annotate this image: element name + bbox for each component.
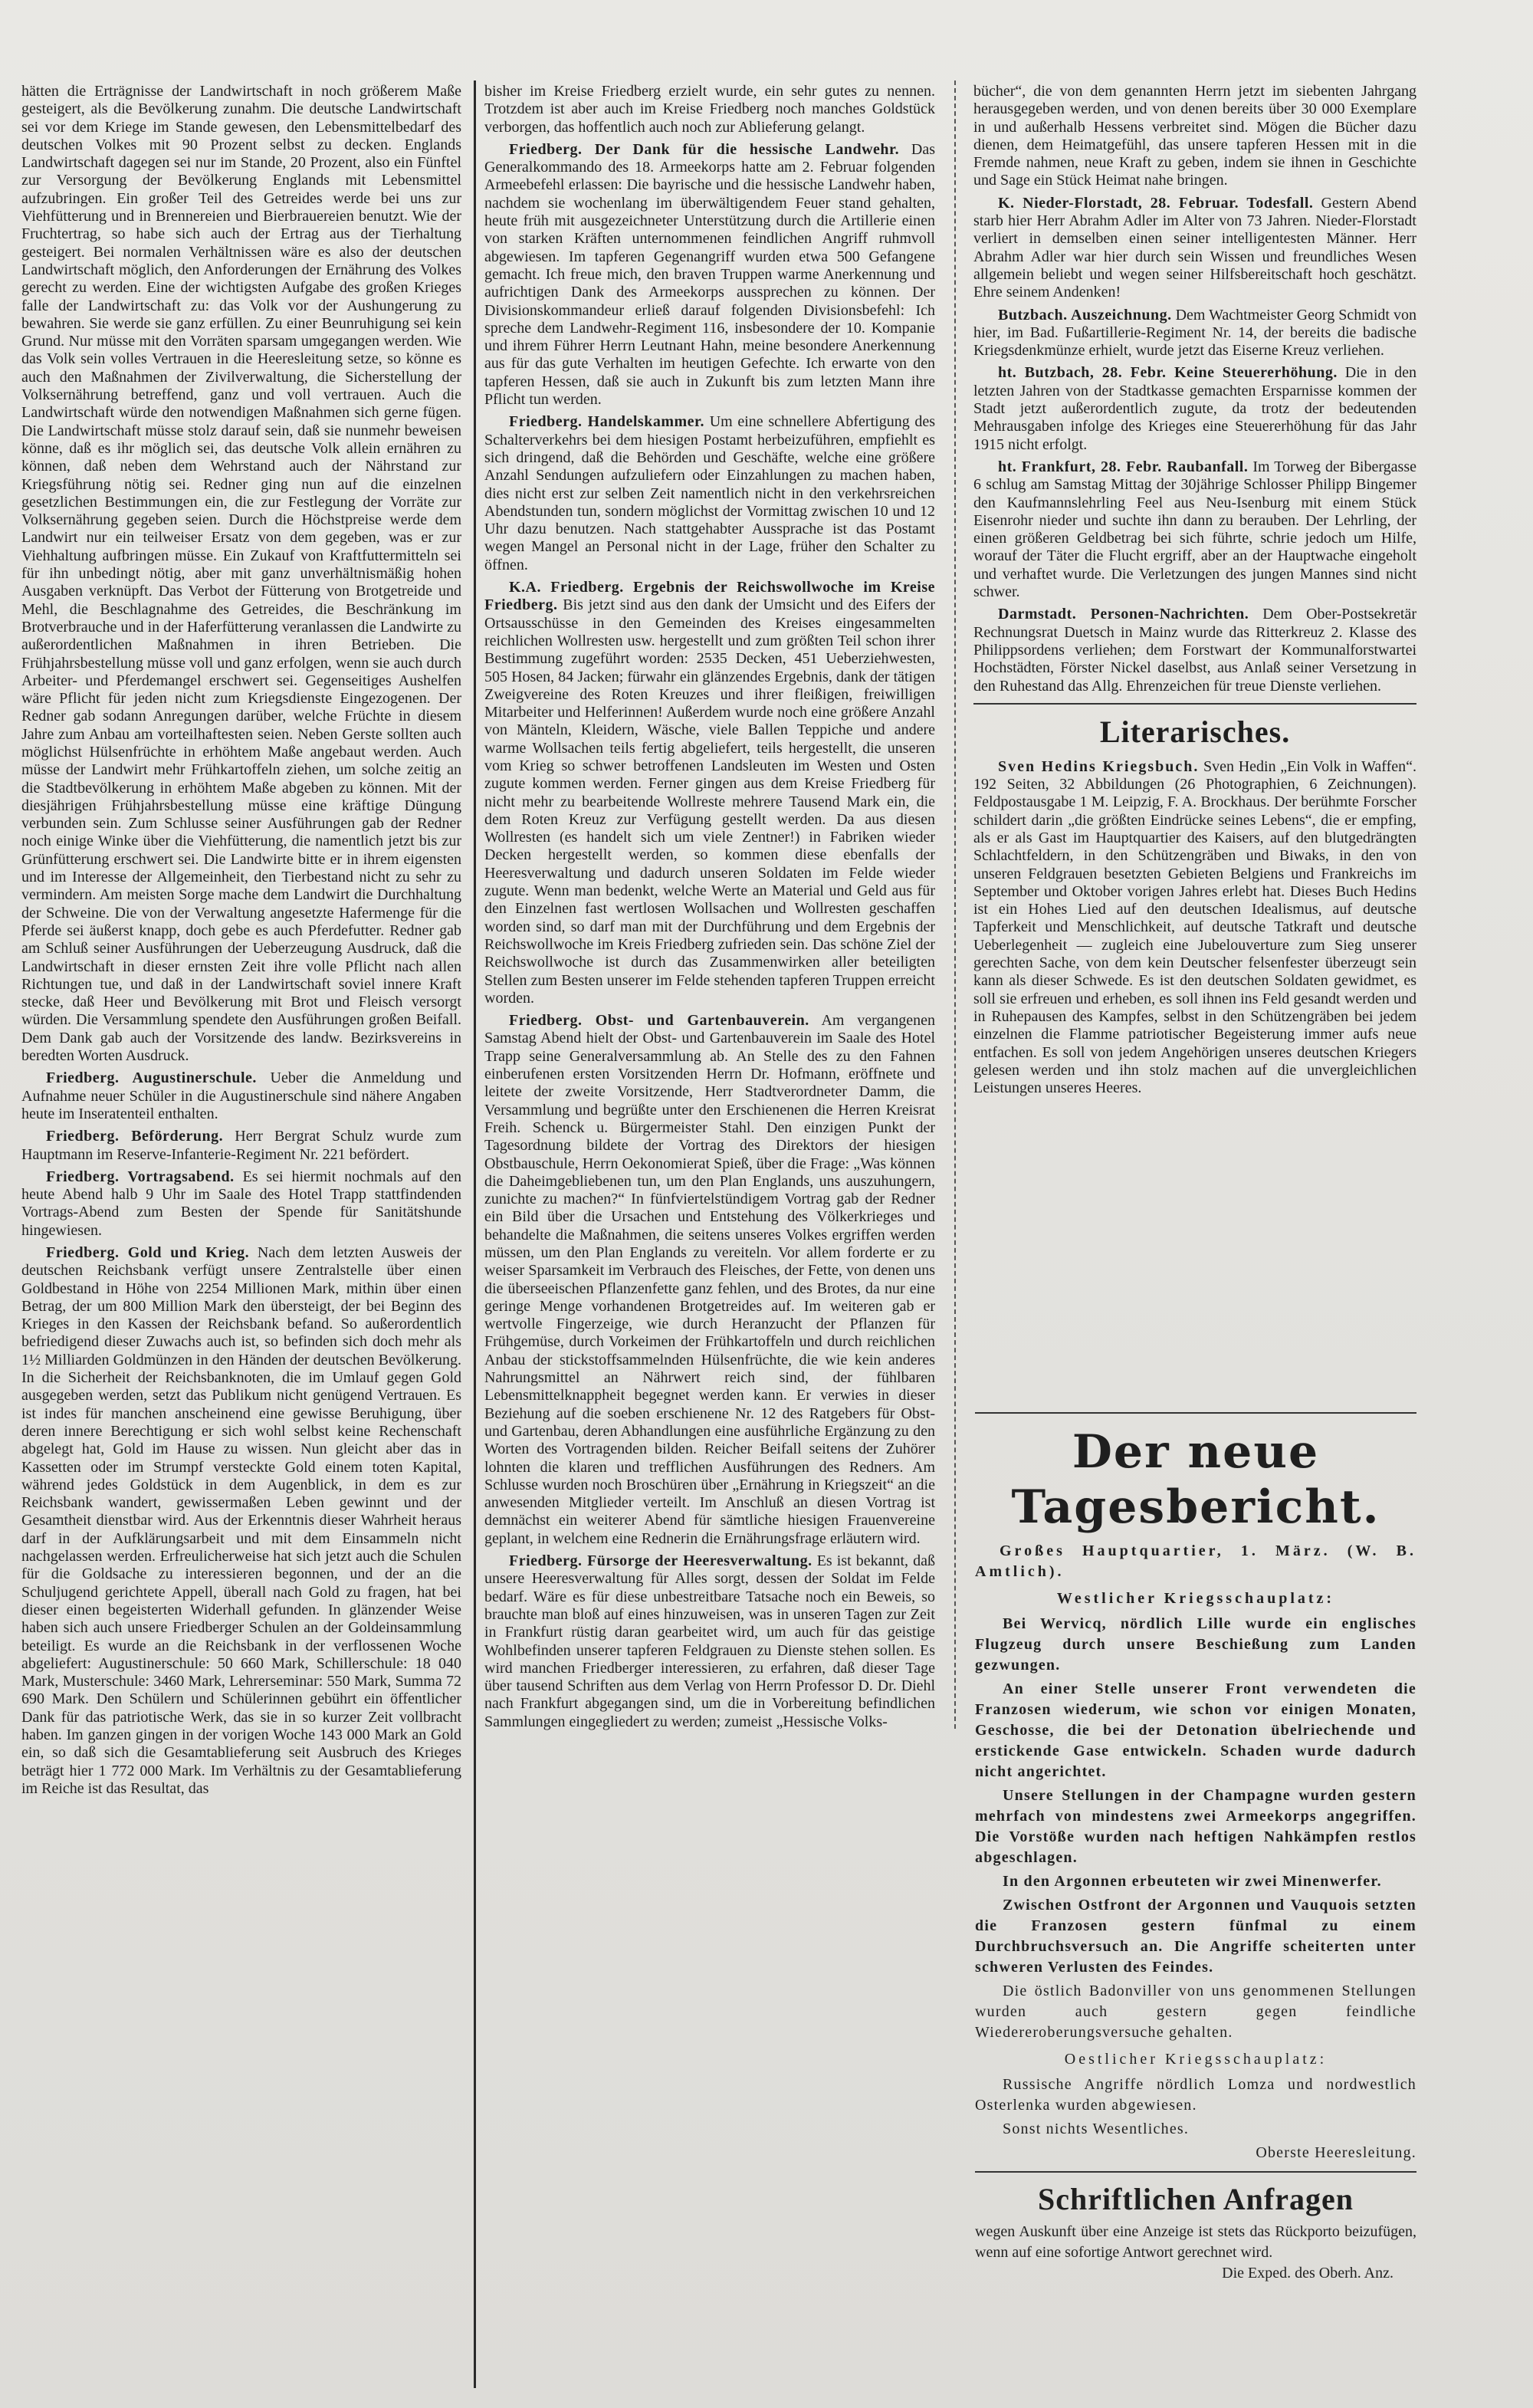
article-lead: K.A. Friedberg. Ergebnis der Reichswollwoche im Kreise Friedberg.	[484, 579, 935, 614]
article-obst-gartenbauverein	[484, 1012, 935, 1548]
anfragen-heading: Schriftlichen Anfragen	[1038, 2182, 1354, 2216]
article-fuersorge-heeresverwaltung	[484, 1552, 935, 1731]
article-body: Es ist bekannt, daß unsere Heeresverwaltung für Alles sorgt, dessen der Soldat im Felde bedarf. Wäre es für diese unbestreitbare Tatsache noch ein Beweis, so brauchte man bloß auf eines hinzuweisen, was in unseren Tagen zur Zeit in Frankfurt rüstig daran gearbeitet wird, um auch für das geistige Wohlbefinden unserer tapferen Feldgrauen zu Dienste stehen sollen. Es wird manchen Friedberger interessieren, zu erfahren, daß dieser Tage über tausend Schriften aus dem Verlag von Herrn Professor D. Dr. Diehl nach Frankfurt abgegangen sind, um die in Vorbereitung befindlichen Sammlungen eingegliedert zu werden; zumeist „Hessische Volks-	[484, 1552, 935, 1730]
report-paragraph: Russische Angriffe nördlich Lomza und nordwestlich Osterlenka wurden abgewiesen.	[975, 2076, 1416, 2114]
article-body: Im Torweg der Bibergasse 6 schlug am Samstag Mittag der 30jährige Schlosser Philipp Bingemer den Kaufmannslehrling Feel aus Neu-Isenburg mit einem Stück Eisenrohr nieder und suchte ihn dann zu berauben. Der Lehrling, der einen größeren Geldbetrag bei sich führte, schrie jedoch um Hilfe, worauf der Täter die Flucht ergriff, aber an der Hauptwache eingeholt und verhaftet wurde. Die Verletzungen des jungen Mannes sind nicht schwer.	[973, 458, 1416, 601]
column-divider	[474, 80, 476, 2388]
column-divider-dashed	[954, 80, 956, 1729]
article-lead: Friedberg. Augustinerschule.	[46, 1069, 257, 1087]
tagesbericht-dateline: Großes Hauptquartier, 1. März. (W. B. Amtlich).	[975, 1542, 1416, 1580]
article-lead: K. Nieder-Florstadt, 28. Februar. Todesfall.	[998, 194, 1314, 212]
article-body: Sven Hedin „Ein Volk in Waffen“. 192 Seiten, 32 Abbildungen (26 Photographien, 6 Zeichnungen). Feldpostausgabe 1 M. Leipzig, F. A. Brockhaus. Der berühmte Forscher schildert darin „die größten Eindrücke seines Lebens“, die er empfing, als er als Gast im Hauptquartier des Kaisers, auf den blutgedrängten Schlachtfeldern, in den Schützengräben und Biwaks, in den von unseren Feldgrauen besetzten Gebieten Belgiens und Frankreichs im September und Oktober vorigen Jahres erlebt hat. Dieses Buch Hedins ist ein Hohes Lied auf den deutschen Idealismus, auf deutsche Tapferkeit und Menschlichkeit, auf deutsche Tatkraft und deutsche Ueberlegenheit — zugleich eine Jubelouverture zum Sieg unserer gerechten Sache, von dem kein Deutscher felsenfester überzeugt sein kann als dieser Schwede. Es ist den deutschen Soldaten gewidmet, es soll sie erfreuen und erheben, es soll ihnen ins Feld gesandt werden und in Ruhepausen des Kampfes, selbst in den Schützengräben bei jedem einzelnen die Flamme patriotischer Begeisterung immer aufs neue entfachen. Es soll von jedem Angehörigen unseres deutschen Kriegers gelesen werden und ihn stolz machen auf die unvergleichlichen Leistungen unseres Heeres.	[973, 757, 1416, 1097]
anfragen-signature: Die Exped. des Oberh. Anz.	[1222, 2265, 1393, 2282]
article-lead: Friedberg. Obst- und Gartenbauverein.	[509, 1012, 809, 1030]
article-lead: Darmstadt. Personen-Nachrichten.	[998, 606, 1249, 623]
east-heading: Oestlicher Kriegsschauplatz:	[1064, 2051, 1328, 2068]
report-paragraph: Bei Wervicq, nördlich Lille wurde ein englisches Flugzeug durch unsere Beschießung zum Landen gezwungen.	[975, 1615, 1416, 1674]
article-hedin-kriegsbuch	[973, 758, 1416, 1098]
article-raubanfall	[973, 458, 1416, 601]
article-body: bisher im Kreise Friedberg erzielt wurde, ein sehr gutes zu nennen. Trotzdem ist aber auch im Kreise Friedberg noch manches Goldstück verborgen, das hoffentlich auch noch zur Ablieferung gelangt.	[484, 83, 935, 136]
literarisches-heading: Literarisches.	[1099, 714, 1291, 749]
article-todesfall	[973, 195, 1416, 302]
article-body: Herr Bergrat Schulz wurde zum Hauptmann im Reserve-Infanterie-Regiment Nr. 221 befördert.	[21, 1128, 461, 1163]
report-signature: Oberste Heeresleitung.	[1256, 2144, 1416, 2161]
anfragen-notice	[975, 2222, 1416, 2282]
article-auszeichnung	[973, 307, 1416, 360]
article-body: Die in den letzten Jahren von der Stadtkasse gemachten Ersparnisse kommen der Stadt jetzt außerordentlich zugute, da trotz der bedeutenden Mehrausgaben infolge des Krieges eine Steuererhöhung für das Jahr 1915 nicht erfolgt.	[973, 364, 1416, 453]
article-lead: Friedberg. Vortragsabend.	[46, 1168, 235, 1185]
article-body: bücher“, die von dem genannten Herrn jetzt im siebenten Jahrgang herausgegeben werden, und von denen bereits über 30 000 Exemplare in und außerhalb Hessens verbreitet sind. Mögen die Bücher dazu dienen, dem Heimatgefühl, das unsere tapferen Hessen mit in die Fremde nahmen, neue Kraft zu geben, indem sie ihnen in Geschichte und Sage ein Stück Heimat nahe bringen.	[973, 83, 1416, 189]
article-body: Um eine schnellere Abfertigung des Schalterverkehrs bei dem hiesigen Postamt herbeizuführen, empfiehlt es sich dringend, daß die Behörden und Geschäfte, welche eine größere Anzahl Sendungen aufzuliefern oder Einzahlungen zu machen haben, dies nicht erst zur selben Zeit namentlich nicht in den verkehrsreichen Abendstunden tun, sondern möglichst der Vormittag zwischen 10 und 12 Uhr dazu benutzen. Nach stattgehabter Aussprache ist das Postamt wegen Mangel an Personal nicht in der Lage, früher den Schalter zu öffnen.	[484, 413, 935, 573]
column-2	[484, 83, 935, 2390]
report-paragraph: In den Argonnen erbeuteten wir zwei Minenwerfer.	[1003, 1873, 1382, 1890]
article-vortragsabend	[21, 1168, 461, 1240]
section-rule	[973, 703, 1416, 705]
article-body: Es sei hiermit nochmals auf den heute Abend halb 9 Uhr im Saale des Hotel Trapp stattfindenden Vortrags-Abend zum Besten der Spende für Sanitätshunde hingewiesen.	[21, 1168, 461, 1239]
article-lead: Butzbach. Auszeichnung.	[998, 306, 1172, 324]
tagesbericht-title: Der neue Tagesbericht.	[1011, 1425, 1380, 1534]
report-paragraph: Zwischen Ostfront der Argonnen und Vauquois setzten die Franzosen gestern fünfmal zu einem Durchbruchsversuch an. Die Angriffe scheiterten unter schweren Verlusten des Feindes.	[975, 1897, 1416, 1976]
article-body: Dem Ober-Postsekretär Rechnungsrat Duetsch in Mainz wurde das Ritterkreuz 2. Klasse des Philippsordens verliehen; dem Forstwart der Kommunalforstwartei Hochstädten, Förster Nickel daselbst, aus Anlaß seiner Versetzung in den Ruhestand das Allg. Ehrenzeichen für treue Dienste verliehen.	[973, 606, 1416, 695]
article-dank-landwehr	[484, 141, 935, 409]
column-1	[21, 83, 461, 2390]
article-befoerderung	[21, 1128, 461, 1164]
column-3	[973, 83, 1416, 1390]
article-steuererhoehung	[973, 364, 1416, 453]
article-body: Dem Wachtmeister Georg Schmidt von hier, im Bad. Fußartillerie-Regiment Nr. 14, der bereits die badische Kriegsdenkmünze erhielt, wurde jetzt das Eiserne Kreuz verliehen.	[973, 306, 1416, 360]
article-body: Nach dem letzten Ausweis der deutschen Reichsbank verfügt unsere Zentralstelle über einen Goldbestand in Höhe von 2254 Millionen Mark, mithin über einen Betrag, der um 800 Million Mark den übersteigt, der bei Beginn des Krieges in den Kassen der Reichsbank befand. So außerordentlich befriedigend dieser Zuwachs auch ist, so befinden sich doch mehr als 1½ Milliarden Goldmünzen in den Händen der deutschen Bevölkerung. In die Sicherheit der Reichsbanknoten, die im Umlauf gegen Gold ausgegeben werden, setzt das Publikum nicht genügend Vertrauen. Es ist indes für manchen anscheinend eine gewisse Beruhigung, über deren innere Berechtigung er sich wohl selbst keine Rechenschaft abgelegt hat, Gold im Hause zu wissen. Nun gleicht aber das in Kassetten oder im Strumpf versteckte Gold einem toten Kapital, während jedes Goldstück in dem Augenblick, in dem es zur Reichsbank wandert, gewissermaßen Leben gewinnt und der Gesamtheit dienstbar wird. Aus der Erkenntnis dieser Wahrheit heraus darf in der Aufklärungsarbeit und mit dem Einsammeln nicht nachgelassen werden. Erfreulicherweise hat sich jetzt auch die Schulen für die Goldsache zu interessieren begonnen, und der an die Schuljugend gerichtete Appell, überall nach Gold zu fragen, hat bei dieser einen begeisterten Widerhall gefunden. In glänzender Weise haben sich auch unsere Friedberger Schulen an der Goldeinsammlung beteiligt. Es wurde an die Reichsbank in der verflossenen Woche abgeliefert: Augustinerschule: 50 660 Mark, Schillerschule: 18 040 Mark, Musterschule: 3460 Mark, Lehrerseminar: 550 Mark, Summa 72 690 Mark. Den Schülern und Schülerinnen gebührt ein öffentlicher Dank für das patriotische Werk, das sie in so kurzer Zeit vollbracht haben. Im ganzen gingen in der vorigen Woche 143 000 Mark an Gold ein, so daß sich die Gesamtablieferung seit Ausbruch des Krieges beträgt hier 1 772 000 Mark. Im Verhältnis zu der Gesamtablieferung im Reiche ist das Resultat, das	[21, 1244, 461, 1797]
article-augustinerschule	[21, 1069, 461, 1123]
article-lead: Friedberg. Der Dank für die hessische Landwehr.	[509, 140, 900, 158]
article-lead: ht. Frankfurt, 28. Febr. Raubanfall.	[998, 458, 1249, 475]
article-lead: Friedberg. Gold und Krieg.	[46, 1244, 250, 1261]
section-rule	[975, 2171, 1416, 2173]
report-paragraph: Sonst nichts Wesentliches.	[1003, 2121, 1190, 2137]
report-paragraph: Unsere Stellungen in der Champagne wurden gestern mehrfach von mindestens zwei Armeekorps angegriffen. Die Vorstöße wurden nach heftigen Nahkämpfen restlos abgeschlagen.	[975, 1787, 1416, 1866]
article-continuation	[484, 83, 935, 136]
section-rule	[975, 1412, 1416, 1414]
article-lead: Sven Hedins Kriegsbuch.	[998, 757, 1200, 775]
report-paragraph: An einer Stelle unserer Front verwendeten die Franzosen wiederum, wie schon vor einigen Monaten, Geschosse, die bei der Detonation übelriechende und erstickende Gase entwickeln. Schaden wurde dadurch nicht angerichtet.	[975, 1680, 1416, 1780]
article-body: Bis jetzt sind aus den dank der Umsicht und des Eifers der Ortsausschüsse in den Gemeinden des Kreises eingesammelten reichlichen Wollresten usw. hergestellt und zum größten Teil schon ihrer Bestimmung zugeführt worden: 2535 Decken, 451 Ueberziehwesten, 505 Hosen, 84 Jacken; fürwahr ein glänzendes Ergebnis, dank der tätigen Zweigvereine des Roten Kreuzes und ihrer fleißigen, freiwilligen Mitarbeiter und Helferinnen! Außerdem wurde noch eine größere Anzahl von Mänteln, Kleidern, Wäsche, viele Ballen Teppiche und andere warme Wollsachen teils fertig abgeliefert, teils hergestellt, die unseren vom Krieg so schwer betroffenen Landsleuten im Westen und Osten zugute kommen werden. Ferner gingen aus dem Kreise Friedberg für nicht mehr zu bearbeitende Wollreste mehrere Tausend Mark ein, die dem Roten Kreuz zur Verfügung gestellt werden. Da aus diesen Wollresten (es handelt sich um viele Zentner!) in Fabriken wieder Decken hergestellt werden, so kommen diese ebenfalls der Heeresverwaltung und dadurch unseren Soldaten im Felde wieder zugute. Wenn man bedenkt, welche Werte an Material und Geld aus für den Einzelnen fast wertlosen Wollsachen und Wollresten geschaffen worden sind, so darf man mit der Durchführung und dem Ergebnis der Reichswollwoche im Kreis Friedberg zufrieden sein. Das schöne Ziel der Reichswollwoche ist durch das Zusammenwirken aller beteiligten Stellen zum Besten unserer im Felde stehenden tapferen Truppen erreicht worden.	[484, 596, 935, 1007]
article-continuation	[21, 83, 461, 1065]
article-lead: Friedberg. Beförderung.	[46, 1128, 224, 1145]
article-body: Am vergangenen Samstag Abend hielt der Obst- und Gartenbauverein im Saale des Hotel Trapp seine Generalversammlung ab. An Stelle des zu den Fahnen einberufenen ersten Vorsitzenden Herrn Dr. Hofmann, eröffnete und leitete der zweite Vorsitzende, Herr Stadtverordneter Damm, die Versammlung und begrüßte unter den Erschienenen die Herren Kreisrat Freih. Schenck u. Bürgermeister Stahl. Den einzigen Punkt der Tagesordnung bildete der Vortrag des Direktors der hiesigen Obstbauschule, Herrn Oekonomierat Spieß, über die Frage: „Was können die Daheimgebliebenen tun, um den Plan Englands, uns auszuhungern, zunichte zu machen?“ In fünfviertelstündigem Vortrag gab der Redner ein Bild über die Ursachen und Entstehung des Völkerkrieges und behandelte die Maßnahmen, die seitens unseres Volkes ergriffen werden müssen, um den Plan Englands zu vereiteln. Vor allem forderte er zu weiser Sparsamkeit im Verbrauch des Fleisches, der Fette, von denen uns die überseeischen Pflanzenfette ganz fehlen, und des Brotes, da nur eine geringe Menge vorhandenen Brotgetreides auf. Im weiteren gab er wertvolle Fingerzeige, wie durch Heranzucht der Pflanzen für Frühgemüse, durch Vorkeimen der Frühkartoffeln und durch reichlichen Anbau der stickstoffsammelnden Hülsenfrüchte, die wie kein anderes Nahrungsmittel an Nährwert reich sind, der fühlbaren Lebensmittelknappheit begegnet werden kann. Er verwies in dieser Beziehung auf die soeben erschienene Nr. 12 des Ratgebers für Obst- und Gartenbau, deren Abhandlungen eine ausführliche Ergänzung zu den Worten des Vortragenden bilden. Reicher Beifall seitens der Zuhörer lohnten die klaren und trefflichen Ausführungen des Redners. Am Schlusse wurden noch Broschüren über „Ernährung in Kriegszeit“ an die anwesenden Mitglieder verteilt. Im Anschluß an diesen Vortrag ist demnächst ein weiterer Abend für sämtliche hiesigen Frauenvereine geplant, in welchem eine Rednerin die Ernährungsfrage erläutern wird.	[484, 1012, 935, 1547]
article-body: Ueber die Anmeldung und Aufnahme neuer Schüler in die Augustinerschule sind nähere Angaben heute im Inseratenteil enthalten.	[21, 1069, 461, 1122]
article-lead: Friedberg. Handelskammer.	[509, 413, 705, 431]
report-paragraph: Die östlich Badonviller von uns genommenen Stellungen wurden auch gestern gegen feindliche Wiedereroberungsversuche gehalten.	[975, 1983, 1416, 2041]
article-lead: Friedberg. Fürsorge der Heeresverwaltung.	[509, 1552, 812, 1570]
article-body: Das Generalkommando des 18. Armeekorps hatte am 2. Februar folgenden Armeebefehl erlassen: Die bayrische und die hessische Landwehr haben, nachdem sie wochenlang im überwältigendem Feuer stand gehalten, heute früh mit ausgezeichneter Unterstützung durch die Artillerie einen von starken Kräften unternommenen feindlichen Angriff ruhmvoll abgewiesen. Im tapferen Gegenangriff wurden etwa 500 Gefangene gemacht. Ich freue mich, den braven Truppen warme Anerkennung und aufrichtigen Dank des Armeekorps aussprechen zu können. Der Divisionskommandeur erließ darauf folgenden Divisionsbefehl: Ich spreche dem Landwehr-Regiment 116, insbesondere der 10. Kompanie und ihrem Führer Herrn Leutnant Hahn, meine besondere Anerkennung aus für das gute Verhalten im heutigen Gefechte. Ich erwarte von den tapferen Hessen, daß sie auch in Zukunft bis zum letzten Mann ihre Pflicht tun werden.	[484, 140, 935, 409]
anfragen-body: wegen Auskunft über eine Anzeige ist stets das Rückporto beizufügen, wenn auf eine sofortige Antwort gerechnet wird.	[975, 2223, 1416, 2261]
tagesbericht-section	[975, 1404, 1416, 2284]
west-heading: Westlicher Kriegsschauplatz:	[1056, 1590, 1335, 1607]
article-handelskammer	[484, 413, 935, 574]
article-body: hätten die Erträgnisse der Landwirtschaft in noch größerem Maße gesteigert, als die Bevölkerung zunahm. Die deutsche Landwirtschaft sei vor dem Kriege im Stande gewesen, den Lebensmittelbedarf des deutschen Volkes mit 90 Prozent selbst zu decken. Englands Landwirtschaft dagegen sei nur im Stande, 20 Prozent, also ein Fünftel zur Versorgung der Bevölkerung Englands mit Lebensmittel aufzubringen. Ein großer Teil des Getreides werde bei uns zur Viehfütterung und in Brennereien und Bierbrauereien benutzt. Wie der Fruchtertrag, so habe sich auch der Ertrag aus der Tierhaltung gesteigert. Bei normalen Verhältnissen wäre es also der deutschen Landwirtschaft möglich, den Anforderungen der Ernährung des Volkes gerecht zu werden. Eine der wichtigsten Aufgabe des großen Krieges falle der Landwirtschaft zu: das Volk vor der Aushungerung zu bewahren. Sie werde sie ganz erfüllen. Zu einer Beunruhigung sei kein Grund. Nur müsse mit den Vorräten sparsam umgegangen werden. Wie das Volk sein volles Vertrauen in die Heeresleitung setze, so könne es auch den Maßnahmen der Zivilverwaltung, die Sicherstellung der Volksernährung betreffend, ganz und voll vertrauen. Auch die Landwirtschaft würde den notwendigen Maßnahmen sich gerne fügen. Die Landwirtschaft müsse stolz darauf sein, daß sie nunmehr beweisen könne, daß es ihr möglich sei, das deutsche Volk allein ernähren zu können, daß neben dem Wehrstand auch der Nährstand zur Kriegsführung nötig sei. Redner ging nun auf die einzelnen gesetzlichen Bestimmungen ein, die zur Festlegung der Vorräte zur Volksernährung gegeben seien. Durch die Höchstpreise werde dem Landwirt nur ein teilweiser Ersatz von dem gegeben, was er zur Viehhaltung aufbringen müsse. Ein Zukauf von Kraftfuttermitteln sei für ihn unbedingt nötig, aber mit ganz unverhältnismäßig hohen Ausgaben verknüpft. Das Verbot der Fütterung von Brotgetreide und Mehl, die Beschlagnahme des Getreides, die Beschränkung im Brotverbrauche und in der Haferfütterung veranlassen die Landwirte zu außerordentlichen Maßnahmen in ihren Betrieben. Die Frühjahrsbestellung müsse voll und ganz erfolgen, wenn sie auch durch Arbeiter- und Pferdemangel erschwert sei. Gegenseitiges Aushelfen wäre Pflicht für jeden nicht zum Kriegsdienste Eingezogenen. Der Redner gab sodann Anregungen darüber, welche Früchte in diesem Jahre zum Anbau am vorteilhaftesten seien. Neben Gerste sollten auch möglichst Hülsenfrüchte in erhöhtem Maße angebaut werden. Auch müsse der Landwirt mehr Frühkartoffeln ziehen, um solche zeitig an die Stadtbevölkerung in erhöhtem Maße abgeben zu können. Mit der diesjährigen Frühjahrsbestellung müsse eine kräftige Düngung verbunden sein. Zum Schlusse seiner Ausführungen gab der Redner noch einige Winke über die Viehfütterung, die namentlich jetzt bis zur Grünfütterung erschwert sei. Die Landwirte bitte er in ihrem eigensten und im Interesse der Allgemeinheit, den Tierbestand nicht zu sehr zu vermindern. Am meisten Sorge mache dem Landwirt die Durchhaltung der Schweine. Die von der Verwaltung angesetzte Hafermenge für die Pferde sei äußerst knapp, doch gebe es auch Pferdefutter. Redner gab am Schluß seiner Ausführungen der Ueberzeugung Ausdruck, daß die Landwirtschaft in dieser ernsten Zeit ihre volle Pflicht nach allen Richtungen tue, und daß in der Landwirtschaft soviel innere Kraft stecke, daß Heer und Bevölkerung mit Brot und Fleisch versorgt würden. Die Versammlung spendete den Ausführungen großen Beifall. Dem Dank gab auch der Vorsitzende des landw. Bezirksvereins in beredten Worten Ausdruck.	[21, 83, 461, 1065]
article-personen-nachrichten	[973, 606, 1416, 695]
article-reichswollwoche	[484, 579, 935, 1007]
article-body: Gestern Abend starb hier Herr Abrahm Adler im Alter von 73 Jahren. Nieder-Florstadt verliert in demselben einen seiner intelligentesten Männer. Herr Abrahm Adler war hier durch sein Wissen und freundliches Wesen allgemein beliebt und wegen seiner Hilfsbereitschaft hoch geschätzt. Ehre seinem Andenken!	[973, 194, 1416, 301]
tagesbericht-body	[975, 1541, 1416, 2163]
article-continuation	[973, 83, 1416, 190]
article-lead: ht. Butzbach, 28. Febr. Keine Steuererhöhung.	[998, 364, 1338, 382]
article-gold-und-krieg	[21, 1244, 461, 1798]
